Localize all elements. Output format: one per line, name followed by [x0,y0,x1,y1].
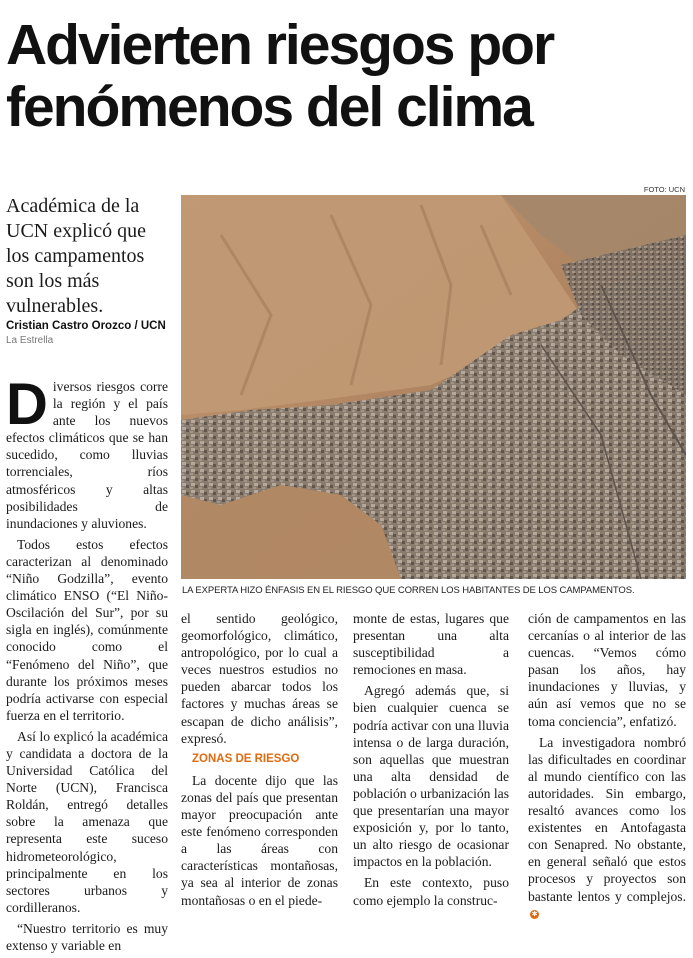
paragraph-4-cont: el sentido geológico, geomorfológico, climático, antropológico, por lo cual a veces nuestros estudios no pueden abarcar todos los factores y muchas áreas se escapan de dicho análisis”, expresó. [181,611,338,746]
dek: Académica de la UCN explicó que los campamentos son los más vulnerables. [6,195,146,317]
photo-caption: LA EXPERTA HIZO ÉNFASIS EN EL RIESGO QUE CORREN LOS HABITANTES DE LOS CAMPAMENTOS. [182,585,635,596]
dropcap: D [6,372,48,437]
paragraph-4-start: “Nuestro territorio es muy extenso y variable en [6,920,168,953]
paragraph-6: Agregó además que, si bien cualquier cuenca se podría activar con una lluvia intensa o de larga duración, son aquellas que muestran una alta densidad de población o urbanización las que presentarían una mayor exposición y, por lo tanto, un alto riesgo de ocasionar impactos en la población. [353,683,509,870]
paragraph-7-cont: ción de campamentos en las cercanías o al interior de las cuencas. “Vemos cómo pasan los años, hay inundaciones y lluvias, y aún así vemos que no se toma conciencia”, enfatizó. [528,611,686,729]
byline: Cristian Castro Orozco / UCN [6,320,166,332]
aerial-photo [181,195,686,579]
column-4 [528,610,686,926]
column-2 [181,610,338,913]
paragraph-3: Así lo explicó la académica y candidata a doctora de la Universidad Católica del Norte (UCN), Francisca Roldán, entregó detalles sobre la amenaza que representa este suceso hidrometeorológico, principalmente en los sectores urbanos y cordilleranos. [6,728,168,915]
paragraph-5-start: La docente dijo que las zonas del país que presentan mayor preocupación ante este fenómeno corresponden a las áreas con características montañosas, ya sea al interior de zonas montañosas o en el piede- [181,772,338,908]
paragraph-5-cont: monte de estas, lugares que presentan una alta susceptibilidad a remociones en masa. [353,611,509,678]
paragraph-2: Todos estos efectos caracterizan al denominado “Niño Godzilla”, evento climático ENSO (“El Niño-Oscilación del Sur”, por su sigla en inglés), comúnmente conocido como el “Fenómeno del Niño”, que durante los próximos meses podría activarse con especial fuerza en el territorio. [6,536,168,723]
paragraph-8 [528,734,686,922]
photo-credit: FOTO: UCN [643,185,685,194]
paragraph-8-text: La investigadora nombró las dificultades en coordinar al mundo científico con las autoridades. Sin embargo, resaltó avances como los existentes en Antofagasta con Senapred. No obstante, en general señaló que estos procesos y proyectos son bastante lentos y complejos. [528,734,686,904]
end-star-icon: ✱ [531,909,538,918]
source: La Estrella [6,335,54,346]
paragraph-1 [6,372,168,532]
paragraph-1-text: iversos riesgos corre la región y el país ante los nuevos efectos climáticos que se han sucedido, como lluvias torrenciales, ríos atmosféricos y altas posibilidades de inundaciones y aluviones. [6,379,168,531]
subhead: ZONAS DE RIESGO [192,752,300,765]
paragraph-7-start: En este contexto, puso como ejemplo la construc- [353,875,509,908]
column-3 [353,610,509,913]
headline: Advierten riesgos por fenómenos del clima [6,13,554,139]
column-1 [6,372,168,958]
